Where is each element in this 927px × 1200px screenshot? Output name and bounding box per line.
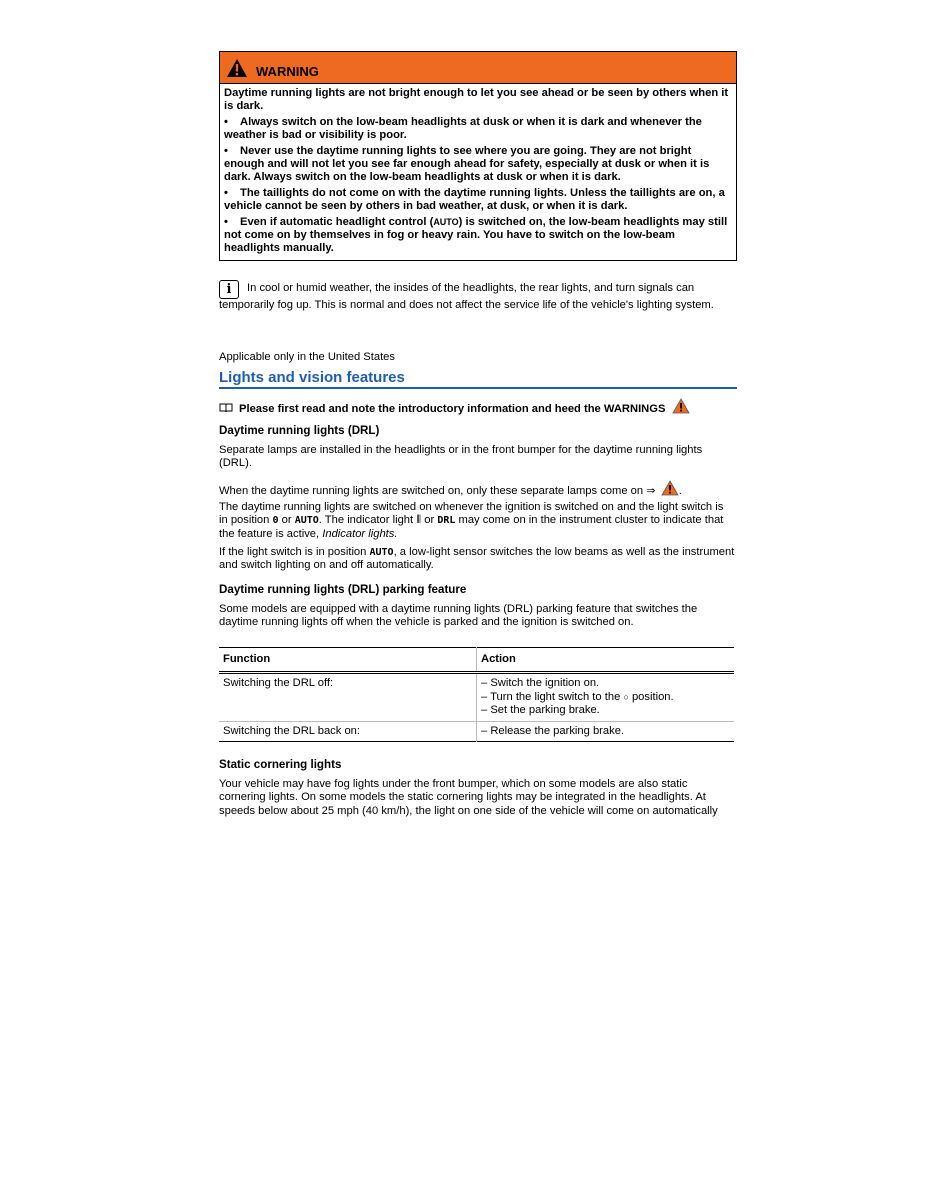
table-header-function: Function: [219, 648, 477, 673]
table-cell-function: Switching the DRL back on:: [219, 721, 477, 741]
drl-paragraph: If the light switch is in position AUTO, a low-light sensor switches the low beams as well as the instrument and switch lighting on and off automatically.: [219, 546, 735, 572]
cornering-heading: Static cornering lights: [219, 758, 342, 771]
applicability-note: Applicable only in the United States: [219, 351, 396, 363]
warning-bullet: • The taillights do not come on with the daytime running lights. Unless the taillights are on, a vehicle cannot be seen by others in bad weather, at dusk, or when it is dark.: [224, 187, 725, 212]
table-row: [219, 673, 734, 721]
table-cell-action: – Switch the ignition on. – Turn the light switch to the ○ position. – Set the parking brake.: [481, 677, 674, 717]
drl-paragraph: When the daytime running lights are switched on, only these separate lamps come on ⇒ .: [219, 480, 735, 498]
warning-bullet: • Even if automatic headlight control (AUTO) is switched on, the low-beam headlights may still not come on by themselves in fog or heavy rain. You have to switch on the low-beam headlights manually.: [224, 216, 728, 254]
drl-heading: Daytime running lights (DRL): [219, 424, 380, 437]
info-note-text: In cool or humid weather, the insides of the headlights, the rear lights, and turn signals can temporarily fog up. This is normal and does not affect the service life of the vehicle's lighting system.: [219, 282, 714, 311]
warning-bullet: • Always switch on the low-beam headlights at dusk or when it is dark and whenever the weather is bad or visibility is poor.: [224, 116, 702, 141]
book-icon: [219, 402, 233, 413]
info-note: [219, 280, 735, 313]
intro-read-line: [219, 398, 735, 415]
section-title: Lights and vision features: [219, 369, 405, 386]
table-cell-action: – Release the parking brake.: [481, 724, 625, 737]
table-cell-function: Switching the DRL off:: [219, 673, 477, 721]
warning-header: [220, 52, 736, 84]
warning-triangle-icon: [661, 480, 679, 496]
drl-paragraph: Separate lamps are installed in the headlights or in the front bumper for the daytime running lights (DRL).: [219, 444, 703, 470]
warning-bullet: • Never use the daytime running lights to see where you are going. They are not bright enough and will not let you see far enough ahead for safety, especially at dusk or when it is dark. Always switch on the low-beam headlights at dusk or when it is dark.: [224, 145, 710, 183]
table-header-action: Action: [481, 653, 516, 665]
warning-box: [219, 51, 737, 261]
intro-read-text: Please first read and note the introductory information and heed the WARNINGS: [239, 403, 666, 415]
warning-lead: Daytime running lights are not bright enough to let you see ahead or be seen by others when it is dark.: [224, 87, 729, 112]
section-rule: [219, 387, 737, 389]
parking-paragraph: Some models are equipped with a daytime running lights (DRL) parking feature that switches the daytime running lights off when the vehicle is parked and the ignition is switched on.: [219, 603, 698, 629]
parking-heading: Daytime running lights (DRL) parking feature: [219, 583, 467, 596]
warning-triangle-icon: [672, 398, 690, 414]
cornering-paragraph: Your vehicle may have fog lights under the front bumper, which on some models are also static cornering lights. On some models the static cornering lights may be integrated in the headlights. At speeds below about 25 mph (40 km/h), the light on one side of the vehicle will come on automatically: [219, 778, 718, 817]
indicator-light-icon: ⦀: [416, 514, 422, 527]
light-off-symbol: ○: [623, 691, 629, 702]
warning-title: WARNING: [256, 64, 319, 79]
warning-triangle-icon: [226, 58, 248, 78]
drl-paragraph: The daytime running lights are switched on whenever the ignition is switched on and the light switch is in position 0 or AUTO. The indicator light ⦀ or DRL may come on in the instrument cluster to indicate that the feature is active, Indicator lights.: [219, 501, 724, 540]
info-icon: i: [219, 280, 239, 299]
drl-function-table: [219, 647, 734, 742]
table-row: [219, 721, 734, 741]
